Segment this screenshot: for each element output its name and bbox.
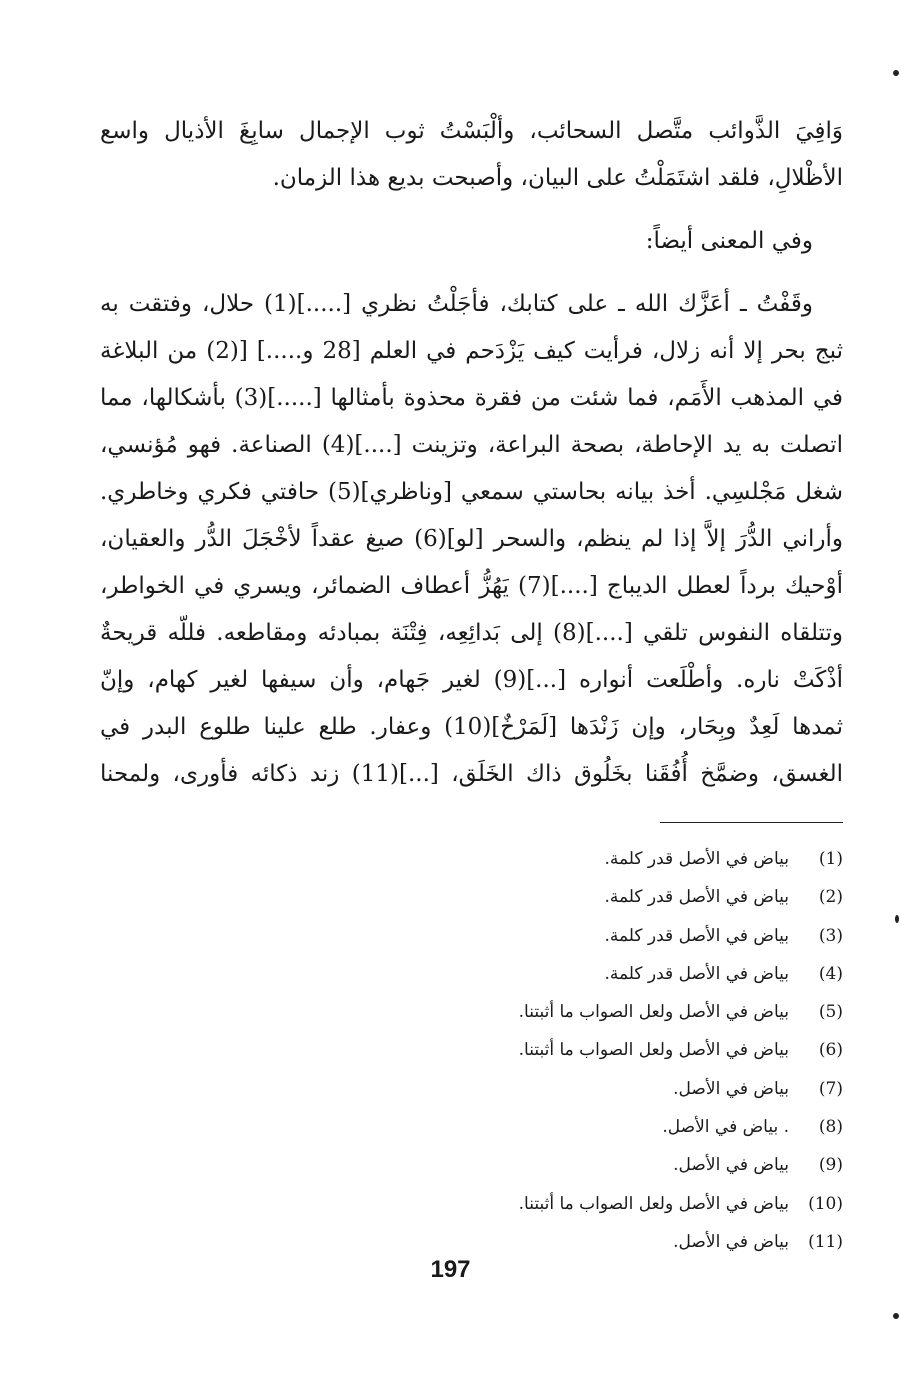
scan-speck [895,915,899,923]
text-line: الأظْلالِ، فلقد اشتَمَلْتُ على البيان، وأصبحت بديع هذا الزمان. [272,165,843,191]
footnote-text: بياض في الأصل قدر كلمة. [604,887,789,908]
text-line: ثمدها لَعِدٌ وبِحَار، وإن زَنْدَها [لَمَرْخٌ](10) وعفار. طلع علينا طلوع البدر في [100,714,843,740]
footnote-number: (2) [818,887,843,908]
footnote-number: (11) [808,1231,843,1252]
main-text [100,108,843,798]
footnote-text: بياض في الأصل. [673,1155,789,1176]
text-line: وأراني الدُّرَ إلاَّ إذا لم ينظم، والسحر [لو](6) صيغ عقداً لأخْجَلَ الدُّر والعقيان، [100,526,843,552]
footnote-number: (5) [818,1002,843,1023]
footnote-text: بياض في الأصل قدر كلمة. [604,849,789,869]
footnote-number: (7) [818,1078,843,1099]
footnote [323,840,843,878]
footnote [323,1031,843,1069]
footnote-number: (3) [818,925,843,946]
footnote-number: (4) [818,963,843,984]
footnotes [323,840,843,1261]
page-number: 197 [430,1256,471,1283]
text-line: وتتلقاه النفوس تلقي [....](8) إلى بَدائِعِه، فِتْنَة بمبادئه ومقاطعه. فللّه قريحةٌ [100,620,843,646]
footnote [323,1108,843,1146]
footnote [323,1146,843,1184]
footnote-separator [660,822,843,823]
footnote-number: (9) [818,1155,843,1176]
footnote [323,1185,843,1223]
footnote [323,955,843,993]
footnote-number: (10) [808,1193,843,1214]
footnote [323,878,843,916]
footnote-text: . بياض في الأصل. [662,1117,789,1138]
footnote-text: بياض في الأصل. [673,1078,789,1099]
footnote-text: بياض في الأصل. [673,1231,789,1252]
text-line: ثبج بحر إلا أنه زلال، فرأيت كيف يَزْدَحم في العلم [28 و.....] [(2) من البلاغة [100,338,843,364]
text-line: أوْحيك برداً لعطل الديباج [....](7) يَهُزُّ أعطاف الضمائر، ويسري في الخواطر، [100,573,843,599]
text-line: وَافِيَ الذَّوائب متَّصل السحائب، وألْبَسْتُ ثوب الإجمال سابِغَ الأذيال واسع [100,118,843,144]
footnote-number: (8) [818,1117,843,1138]
footnote-text: بياض في الأصل ولعل الصواب ما أثبتنا. [518,1002,789,1023]
footnote-text: بياض في الأصل قدر كلمة. [604,963,789,984]
text-line: وقَفْتُ ـ أعَزَّك الله ـ على كتابك، فأجَلْتُ نظري [.....](1) حلال، وفتقت به [100,291,813,317]
footnote-text: بياض في الأصل قدر كلمة. [604,925,789,946]
footnote-text: بياض في الأصل ولعل الصواب ما أثبتنا. [518,1193,789,1214]
footnote [323,917,843,955]
footnote-number: (1) [818,849,843,869]
text-line: أذْكَتْ ناره. وأطْلَعت أنواره [...](9) لغير جَهام، وأن سيفها لغير كهام، وإنّ [100,667,843,693]
footnote-number: (6) [818,1040,843,1061]
footnote [323,1070,843,1108]
scan-speck [893,70,899,76]
text-line: في المذهب الأَمَم، فما شئت من فقرة محذوة بأمثالها [.....](3) بأشكالها، مما [100,385,843,411]
text-line: اتصلت به يد الإحاطة، بصحة البراعة، وتزينت [....](4) الصناعة. فهو مُؤنسي، [100,432,843,458]
text-line: الغسق، وضمَّخ أُفُقَنا بخَلُوق ذاك الخَلَق، [...](11) زند ذكائه فأورى، ولمحنا [100,761,843,787]
scan-speck [893,1313,899,1319]
paragraph-gap [100,265,843,281]
footnote [323,993,843,1031]
footnote-text: بياض في الأصل ولعل الصواب ما أثبتنا. [518,1040,789,1061]
paragraph-gap [100,202,843,218]
text-line: شغل مَجْلسِي. أخذ بيانه بحاستي سمعي [وناظري](5) حافتي فكري وخاطري. [100,479,843,505]
section-heading: وفي المعنى أيضاً: [645,228,813,254]
